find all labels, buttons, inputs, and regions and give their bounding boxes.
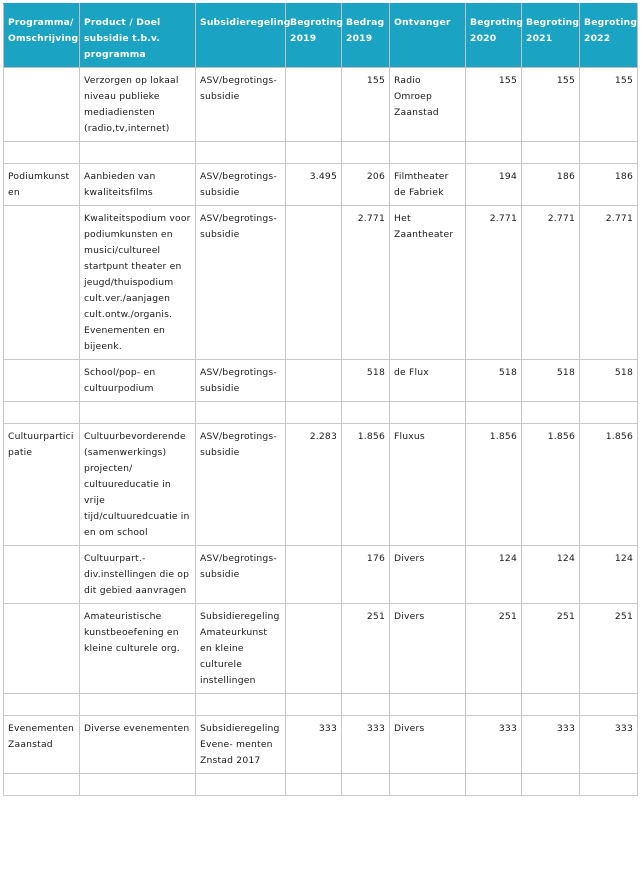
cell-product: Diverse evenementen <box>80 716 196 774</box>
cell-programma: Evenementen Zaanstad <box>4 716 80 774</box>
table-row <box>4 694 638 716</box>
header-programma: Programma/ Omschrijving <box>4 4 80 68</box>
cell-begroting-2022: 1.856 <box>580 424 638 546</box>
cell-regeling: ASV/begrotings-subsidie <box>196 164 286 206</box>
cell-bedrag-2019: 333 <box>342 716 390 774</box>
cell-product: Verzorgen op lokaal niveau publieke mediadiensten (radio,tv,internet) <box>80 68 196 142</box>
cell-begroting-2022: 333 <box>580 716 638 774</box>
table-row <box>4 424 638 546</box>
cell-programma <box>4 402 80 424</box>
table-row <box>4 68 638 142</box>
cell-product <box>80 142 196 164</box>
header-product: Product / Doel subsidie t.b.v. programma <box>80 4 196 68</box>
cell-begroting-2022: 124 <box>580 546 638 604</box>
cell-regeling: ASV/begrotings-subsidie <box>196 424 286 546</box>
cell-begroting-2021 <box>522 774 580 796</box>
cell-begroting-2019 <box>286 360 342 402</box>
cell-ontvanger: Divers <box>390 716 466 774</box>
cell-begroting-2019 <box>286 68 342 142</box>
cell-bedrag-2019: 518 <box>342 360 390 402</box>
cell-regeling: ASV/begrotings-subsidie <box>196 360 286 402</box>
cell-ontvanger: de Flux <box>390 360 466 402</box>
cell-begroting-2019 <box>286 694 342 716</box>
cell-ontvanger: Radio Omroep Zaanstad <box>390 68 466 142</box>
table-row <box>4 206 638 360</box>
cell-begroting-2020: 333 <box>466 716 522 774</box>
cell-product <box>80 694 196 716</box>
cell-product: Amateuristische kunstbeoefening en kleine culturele org. <box>80 604 196 694</box>
cell-ontvanger <box>390 142 466 164</box>
table-row <box>4 360 638 402</box>
cell-begroting-2020 <box>466 694 522 716</box>
cell-begroting-2020 <box>466 774 522 796</box>
cell-bedrag-2019: 206 <box>342 164 390 206</box>
cell-ontvanger: Fluxus <box>390 424 466 546</box>
cell-begroting-2021: 251 <box>522 604 580 694</box>
cell-begroting-2019 <box>286 774 342 796</box>
table-row <box>4 546 638 604</box>
cell-product: Cultuurbevorderende (samenwerkings) projecten/ cultuureducatie in vrije tijd/cultuuredcuatie in en om school <box>80 424 196 546</box>
cell-bedrag-2019 <box>342 402 390 424</box>
cell-programma <box>4 142 80 164</box>
header-begroting-2020: Begroting 2020 <box>466 4 522 68</box>
cell-begroting-2022 <box>580 774 638 796</box>
cell-begroting-2019 <box>286 142 342 164</box>
cell-begroting-2019: 3.495 <box>286 164 342 206</box>
cell-begroting-2021 <box>522 142 580 164</box>
cell-begroting-2020: 251 <box>466 604 522 694</box>
cell-begroting-2021: 333 <box>522 716 580 774</box>
cell-ontvanger <box>390 694 466 716</box>
cell-begroting-2022: 2.771 <box>580 206 638 360</box>
cell-regeling: ASV/begrotings-subsidie <box>196 206 286 360</box>
cell-begroting-2022 <box>580 694 638 716</box>
cell-ontvanger: Divers <box>390 604 466 694</box>
cell-product: Kwaliteitspodium voor podiumkunsten en musici/cultureel startpunt theater en jeugd/thuispodium cult.ver./aanjagen cult.ontw./organis. Evenementen en bijeenk. <box>80 206 196 360</box>
cell-programma <box>4 206 80 360</box>
cell-ontvanger: Het Zaantheater <box>390 206 466 360</box>
table-row <box>4 402 638 424</box>
cell-bedrag-2019: 251 <box>342 604 390 694</box>
cell-regeling: ASV/begrotings-subsidie <box>196 68 286 142</box>
cell-begroting-2021: 155 <box>522 68 580 142</box>
cell-begroting-2019 <box>286 604 342 694</box>
cell-begroting-2022: 155 <box>580 68 638 142</box>
cell-begroting-2021: 518 <box>522 360 580 402</box>
header-regeling: Subsidieregeling <box>196 4 286 68</box>
cell-begroting-2021 <box>522 402 580 424</box>
cell-begroting-2020 <box>466 142 522 164</box>
header-bedrag-2019: Bedrag 2019 <box>342 4 390 68</box>
cell-regeling: Subsidieregeling Evene- menten Znstad 2017 <box>196 716 286 774</box>
cell-regeling <box>196 774 286 796</box>
cell-begroting-2022 <box>580 402 638 424</box>
cell-begroting-2022: 251 <box>580 604 638 694</box>
cell-begroting-2020: 155 <box>466 68 522 142</box>
cell-begroting-2019 <box>286 402 342 424</box>
cell-begroting-2019: 2.283 <box>286 424 342 546</box>
cell-begroting-2019: 333 <box>286 716 342 774</box>
table-row <box>4 604 638 694</box>
cell-begroting-2019 <box>286 546 342 604</box>
cell-product: Cultuurpart.- div.instellingen die op dit gebied aanvragen <box>80 546 196 604</box>
cell-bedrag-2019: 155 <box>342 68 390 142</box>
cell-bedrag-2019: 1.856 <box>342 424 390 546</box>
header-begroting-2019: Begroting 2019 <box>286 4 342 68</box>
cell-bedrag-2019: 176 <box>342 546 390 604</box>
header-row <box>4 4 638 68</box>
cell-begroting-2021 <box>522 694 580 716</box>
cell-regeling: Subsidieregeling Amateurkunst en kleine culturele instellingen <box>196 604 286 694</box>
cell-product: School/pop- en cultuurpodium <box>80 360 196 402</box>
cell-programma <box>4 68 80 142</box>
cell-begroting-2021: 124 <box>522 546 580 604</box>
cell-regeling <box>196 142 286 164</box>
cell-programma: Cultuurparticipatie <box>4 424 80 546</box>
cell-regeling <box>196 402 286 424</box>
cell-product <box>80 774 196 796</box>
cell-programma <box>4 774 80 796</box>
cell-begroting-2022: 186 <box>580 164 638 206</box>
cell-product: Aanbieden van kwaliteitsfilms <box>80 164 196 206</box>
cell-begroting-2020: 194 <box>466 164 522 206</box>
table-row <box>4 774 638 796</box>
cell-ontvanger <box>390 774 466 796</box>
cell-begroting-2022 <box>580 142 638 164</box>
cell-bedrag-2019: 2.771 <box>342 206 390 360</box>
cell-programma <box>4 546 80 604</box>
subsidy-table <box>3 3 638 796</box>
cell-begroting-2020: 2.771 <box>466 206 522 360</box>
cell-ontvanger <box>390 402 466 424</box>
cell-begroting-2020 <box>466 402 522 424</box>
cell-begroting-2020: 1.856 <box>466 424 522 546</box>
table-row <box>4 716 638 774</box>
cell-regeling <box>196 694 286 716</box>
cell-begroting-2021: 1.856 <box>522 424 580 546</box>
cell-ontvanger: Divers <box>390 546 466 604</box>
cell-bedrag-2019 <box>342 694 390 716</box>
cell-programma: Podiumkunsten <box>4 164 80 206</box>
cell-product <box>80 402 196 424</box>
cell-begroting-2021: 186 <box>522 164 580 206</box>
cell-begroting-2020: 518 <box>466 360 522 402</box>
table-row <box>4 142 638 164</box>
cell-programma <box>4 604 80 694</box>
table-row <box>4 164 638 206</box>
cell-programma <box>4 360 80 402</box>
cell-programma <box>4 694 80 716</box>
cell-begroting-2021: 2.771 <box>522 206 580 360</box>
header-begroting-2021: Begroting 2021 <box>522 4 580 68</box>
cell-begroting-2020: 124 <box>466 546 522 604</box>
header-ontvanger: Ontvanger <box>390 4 466 68</box>
cell-ontvanger: Filmtheater de Fabriek <box>390 164 466 206</box>
cell-bedrag-2019 <box>342 142 390 164</box>
cell-begroting-2019 <box>286 206 342 360</box>
cell-regeling: ASV/begrotings-subsidie <box>196 546 286 604</box>
cell-bedrag-2019 <box>342 774 390 796</box>
header-begroting-2022: Begroting 2022 <box>580 4 638 68</box>
cell-begroting-2022: 518 <box>580 360 638 402</box>
